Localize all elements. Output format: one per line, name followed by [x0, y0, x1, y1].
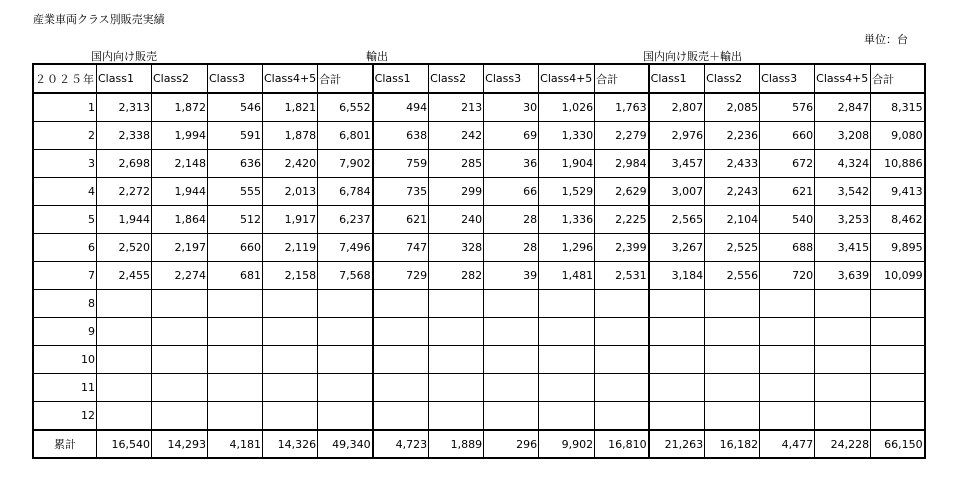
value-cell: 2,556	[705, 262, 760, 290]
column-header: Class2	[705, 64, 760, 93]
value-cell	[373, 374, 429, 402]
value-cell: 299	[429, 178, 484, 206]
value-cell: 1,481	[539, 262, 595, 290]
value-cell	[760, 374, 815, 402]
total-value-cell: 4,723	[373, 430, 429, 458]
value-cell	[97, 402, 152, 431]
month-cell: 9	[33, 318, 97, 346]
value-cell	[871, 318, 925, 346]
total-value-cell: 296	[484, 430, 539, 458]
group-label-export: 輸出	[366, 50, 388, 63]
value-cell	[815, 374, 871, 402]
value-cell	[429, 318, 484, 346]
value-cell: 2,119	[263, 234, 318, 262]
value-cell	[595, 318, 649, 346]
value-cell: 546	[208, 93, 263, 122]
total-value-cell: 66,150	[871, 430, 925, 458]
value-cell: 1,944	[152, 178, 208, 206]
value-cell	[263, 346, 318, 374]
value-cell: 2,243	[705, 178, 760, 206]
value-cell	[429, 346, 484, 374]
value-cell	[539, 346, 595, 374]
column-header: 合計	[318, 64, 373, 93]
value-cell: 2,085	[705, 93, 760, 122]
value-cell: 2,148	[152, 150, 208, 178]
value-cell	[871, 346, 925, 374]
value-cell: 2,225	[595, 206, 649, 234]
value-cell: 9,080	[871, 122, 925, 150]
value-cell	[484, 346, 539, 374]
value-cell	[263, 402, 318, 431]
table-row	[33, 122, 925, 150]
month-cell: 1	[33, 93, 97, 122]
group-label-combined: 国内向け販売＋輸出	[643, 50, 742, 63]
value-cell: 672	[760, 150, 815, 178]
value-cell: 621	[373, 206, 429, 234]
value-cell: 2,520	[97, 234, 152, 262]
total-row	[33, 430, 925, 458]
header-row	[33, 64, 925, 93]
table-row	[33, 290, 925, 318]
value-cell: 2,399	[595, 234, 649, 262]
value-cell	[152, 402, 208, 431]
value-cell	[705, 402, 760, 431]
total-value-cell: 14,326	[263, 430, 318, 458]
total-value-cell: 4,181	[208, 430, 263, 458]
value-cell	[263, 318, 318, 346]
value-cell: 36	[484, 150, 539, 178]
value-cell: 1,864	[152, 206, 208, 234]
table-row	[33, 93, 925, 122]
value-cell	[705, 374, 760, 402]
value-cell: 2,847	[815, 93, 871, 122]
value-cell: 28	[484, 206, 539, 234]
value-cell: 555	[208, 178, 263, 206]
month-cell: 2	[33, 122, 97, 150]
value-cell	[263, 290, 318, 318]
year-header: ２０２５年	[33, 64, 97, 93]
value-cell: 2,338	[97, 122, 152, 150]
value-cell: 242	[429, 122, 484, 150]
value-cell: 9,895	[871, 234, 925, 262]
column-header: Class2	[429, 64, 484, 93]
month-cell: 12	[33, 402, 97, 431]
value-cell: 660	[760, 122, 815, 150]
table-row	[33, 402, 925, 431]
value-cell	[595, 374, 649, 402]
value-cell	[649, 402, 705, 431]
month-cell: 11	[33, 374, 97, 402]
month-cell: 7	[33, 262, 97, 290]
value-cell	[318, 374, 373, 402]
value-cell	[649, 374, 705, 402]
value-cell: 2,984	[595, 150, 649, 178]
value-cell	[373, 402, 429, 431]
value-cell: 3,639	[815, 262, 871, 290]
value-cell: 2,197	[152, 234, 208, 262]
value-cell: 2,272	[97, 178, 152, 206]
column-header: Class3	[208, 64, 263, 93]
value-cell: 2,279	[595, 122, 649, 150]
value-cell: 688	[760, 234, 815, 262]
value-cell: 638	[373, 122, 429, 150]
month-cell: 8	[33, 290, 97, 318]
value-cell: 1,878	[263, 122, 318, 150]
value-cell: 2,455	[97, 262, 152, 290]
value-cell: 10,886	[871, 150, 925, 178]
value-cell	[373, 318, 429, 346]
value-cell: 28	[484, 234, 539, 262]
value-cell	[484, 318, 539, 346]
value-cell: 512	[208, 206, 263, 234]
column-header: Class3	[760, 64, 815, 93]
total-value-cell: 16,540	[97, 430, 152, 458]
value-cell	[484, 402, 539, 431]
total-value-cell: 9,902	[539, 430, 595, 458]
total-value-cell: 24,228	[815, 430, 871, 458]
value-cell: 66	[484, 178, 539, 206]
value-cell: 636	[208, 150, 263, 178]
value-cell: 8,462	[871, 206, 925, 234]
value-cell	[539, 402, 595, 431]
month-cell: 3	[33, 150, 97, 178]
value-cell: 735	[373, 178, 429, 206]
value-cell: 660	[208, 234, 263, 262]
value-cell: 240	[429, 206, 484, 234]
value-cell	[97, 374, 152, 402]
table-row	[33, 150, 925, 178]
value-cell	[705, 290, 760, 318]
value-cell: 7,568	[318, 262, 373, 290]
column-header: 合計	[595, 64, 649, 93]
value-cell: 3,457	[649, 150, 705, 178]
value-cell	[208, 402, 263, 431]
value-cell	[373, 346, 429, 374]
value-cell	[263, 374, 318, 402]
value-cell: 3,415	[815, 234, 871, 262]
total-value-cell: 1,889	[429, 430, 484, 458]
value-cell: 3,184	[649, 262, 705, 290]
value-cell	[539, 374, 595, 402]
value-cell: 9,413	[871, 178, 925, 206]
month-cell: 6	[33, 234, 97, 262]
value-cell	[871, 402, 925, 431]
value-cell: 2,104	[705, 206, 760, 234]
value-cell: 6,237	[318, 206, 373, 234]
value-cell	[208, 318, 263, 346]
table-row	[33, 206, 925, 234]
value-cell	[318, 402, 373, 431]
value-cell	[539, 290, 595, 318]
value-cell: 7,496	[318, 234, 373, 262]
value-cell: 285	[429, 150, 484, 178]
sales-table	[32, 63, 926, 459]
column-header: Class3	[484, 64, 539, 93]
value-cell	[429, 290, 484, 318]
month-cell: 10	[33, 346, 97, 374]
value-cell: 621	[760, 178, 815, 206]
value-cell: 282	[429, 262, 484, 290]
value-cell	[318, 290, 373, 318]
value-cell	[97, 290, 152, 318]
column-header: Class4+5	[815, 64, 871, 93]
value-cell: 2,531	[595, 262, 649, 290]
value-cell	[649, 346, 705, 374]
value-cell	[760, 402, 815, 431]
total-value-cell: 4,477	[760, 430, 815, 458]
value-cell	[815, 346, 871, 374]
value-cell: 1,917	[263, 206, 318, 234]
table-row	[33, 346, 925, 374]
table-row	[33, 318, 925, 346]
value-cell: 729	[373, 262, 429, 290]
value-cell: 328	[429, 234, 484, 262]
value-cell: 1,944	[97, 206, 152, 234]
value-cell	[318, 346, 373, 374]
value-cell: 2,565	[649, 206, 705, 234]
value-cell: 3,208	[815, 122, 871, 150]
value-cell: 6,801	[318, 122, 373, 150]
column-header: Class1	[97, 64, 152, 93]
table-row	[33, 178, 925, 206]
value-cell	[649, 318, 705, 346]
value-cell	[429, 374, 484, 402]
value-cell: 2,274	[152, 262, 208, 290]
value-cell: 10,099	[871, 262, 925, 290]
table-row	[33, 234, 925, 262]
value-cell: 6,784	[318, 178, 373, 206]
column-header: Class4+5	[539, 64, 595, 93]
value-cell	[705, 318, 760, 346]
value-cell: 2,433	[705, 150, 760, 178]
total-value-cell: 16,810	[595, 430, 649, 458]
total-value-cell: 21,263	[649, 430, 705, 458]
value-cell: 759	[373, 150, 429, 178]
value-cell: 2,629	[595, 178, 649, 206]
value-cell	[208, 290, 263, 318]
value-cell	[97, 346, 152, 374]
value-cell: 6,552	[318, 93, 373, 122]
value-cell	[152, 346, 208, 374]
column-header: Class1	[373, 64, 429, 93]
value-cell: 1,994	[152, 122, 208, 150]
value-cell: 2,420	[263, 150, 318, 178]
value-cell: 1,872	[152, 93, 208, 122]
value-cell	[97, 318, 152, 346]
value-cell	[595, 402, 649, 431]
value-cell: 2,698	[97, 150, 152, 178]
value-cell: 494	[373, 93, 429, 122]
value-cell	[760, 318, 815, 346]
value-cell	[871, 374, 925, 402]
total-value-cell: 14,293	[152, 430, 208, 458]
value-cell: 1,336	[539, 206, 595, 234]
value-cell: 2,158	[263, 262, 318, 290]
value-cell: 1,904	[539, 150, 595, 178]
value-cell: 3,267	[649, 234, 705, 262]
value-cell: 1,330	[539, 122, 595, 150]
value-cell	[815, 290, 871, 318]
value-cell: 39	[484, 262, 539, 290]
value-cell: 2,976	[649, 122, 705, 150]
value-cell	[484, 290, 539, 318]
value-cell: 2,313	[97, 93, 152, 122]
value-cell	[815, 402, 871, 431]
value-cell	[649, 290, 705, 318]
value-cell: 8,315	[871, 93, 925, 122]
value-cell: 2,807	[649, 93, 705, 122]
value-cell: 4,324	[815, 150, 871, 178]
value-cell	[815, 318, 871, 346]
value-cell: 213	[429, 93, 484, 122]
value-cell: 2,236	[705, 122, 760, 150]
value-cell: 540	[760, 206, 815, 234]
value-cell	[595, 290, 649, 318]
value-cell: 681	[208, 262, 263, 290]
value-cell	[208, 346, 263, 374]
value-cell	[760, 290, 815, 318]
value-cell	[595, 346, 649, 374]
value-cell: 591	[208, 122, 263, 150]
total-value-cell: 16,182	[705, 430, 760, 458]
table-row	[33, 262, 925, 290]
value-cell: 7,902	[318, 150, 373, 178]
total-value-cell: 49,340	[318, 430, 373, 458]
value-cell	[539, 318, 595, 346]
value-cell: 1,821	[263, 93, 318, 122]
value-cell: 69	[484, 122, 539, 150]
value-cell: 30	[484, 93, 539, 122]
value-cell	[208, 374, 263, 402]
value-cell	[373, 290, 429, 318]
value-cell	[484, 374, 539, 402]
value-cell: 747	[373, 234, 429, 262]
total-label-cell: 累計	[33, 430, 97, 458]
value-cell: 1,026	[539, 93, 595, 122]
value-cell	[705, 346, 760, 374]
value-cell	[152, 290, 208, 318]
value-cell: 720	[760, 262, 815, 290]
group-label-domestic: 国内向け販売	[91, 50, 157, 63]
month-cell: 5	[33, 206, 97, 234]
value-cell: 1,763	[595, 93, 649, 122]
unit-label: 単位：台	[864, 33, 908, 46]
column-header: 合計	[871, 64, 925, 93]
value-cell	[318, 318, 373, 346]
value-cell: 2,013	[263, 178, 318, 206]
value-cell	[152, 374, 208, 402]
value-cell	[429, 402, 484, 431]
column-header: Class4+5	[263, 64, 318, 93]
value-cell: 3,253	[815, 206, 871, 234]
column-header: Class1	[649, 64, 705, 93]
month-cell: 4	[33, 178, 97, 206]
value-cell	[760, 346, 815, 374]
value-cell: 3,542	[815, 178, 871, 206]
value-cell: 3,007	[649, 178, 705, 206]
value-cell	[152, 318, 208, 346]
table-row	[33, 374, 925, 402]
value-cell: 576	[760, 93, 815, 122]
value-cell: 1,529	[539, 178, 595, 206]
value-cell: 1,296	[539, 234, 595, 262]
column-header: Class2	[152, 64, 208, 93]
value-cell	[871, 290, 925, 318]
page-title: 産業車両クラス別販売実績	[33, 13, 165, 26]
value-cell: 2,525	[705, 234, 760, 262]
